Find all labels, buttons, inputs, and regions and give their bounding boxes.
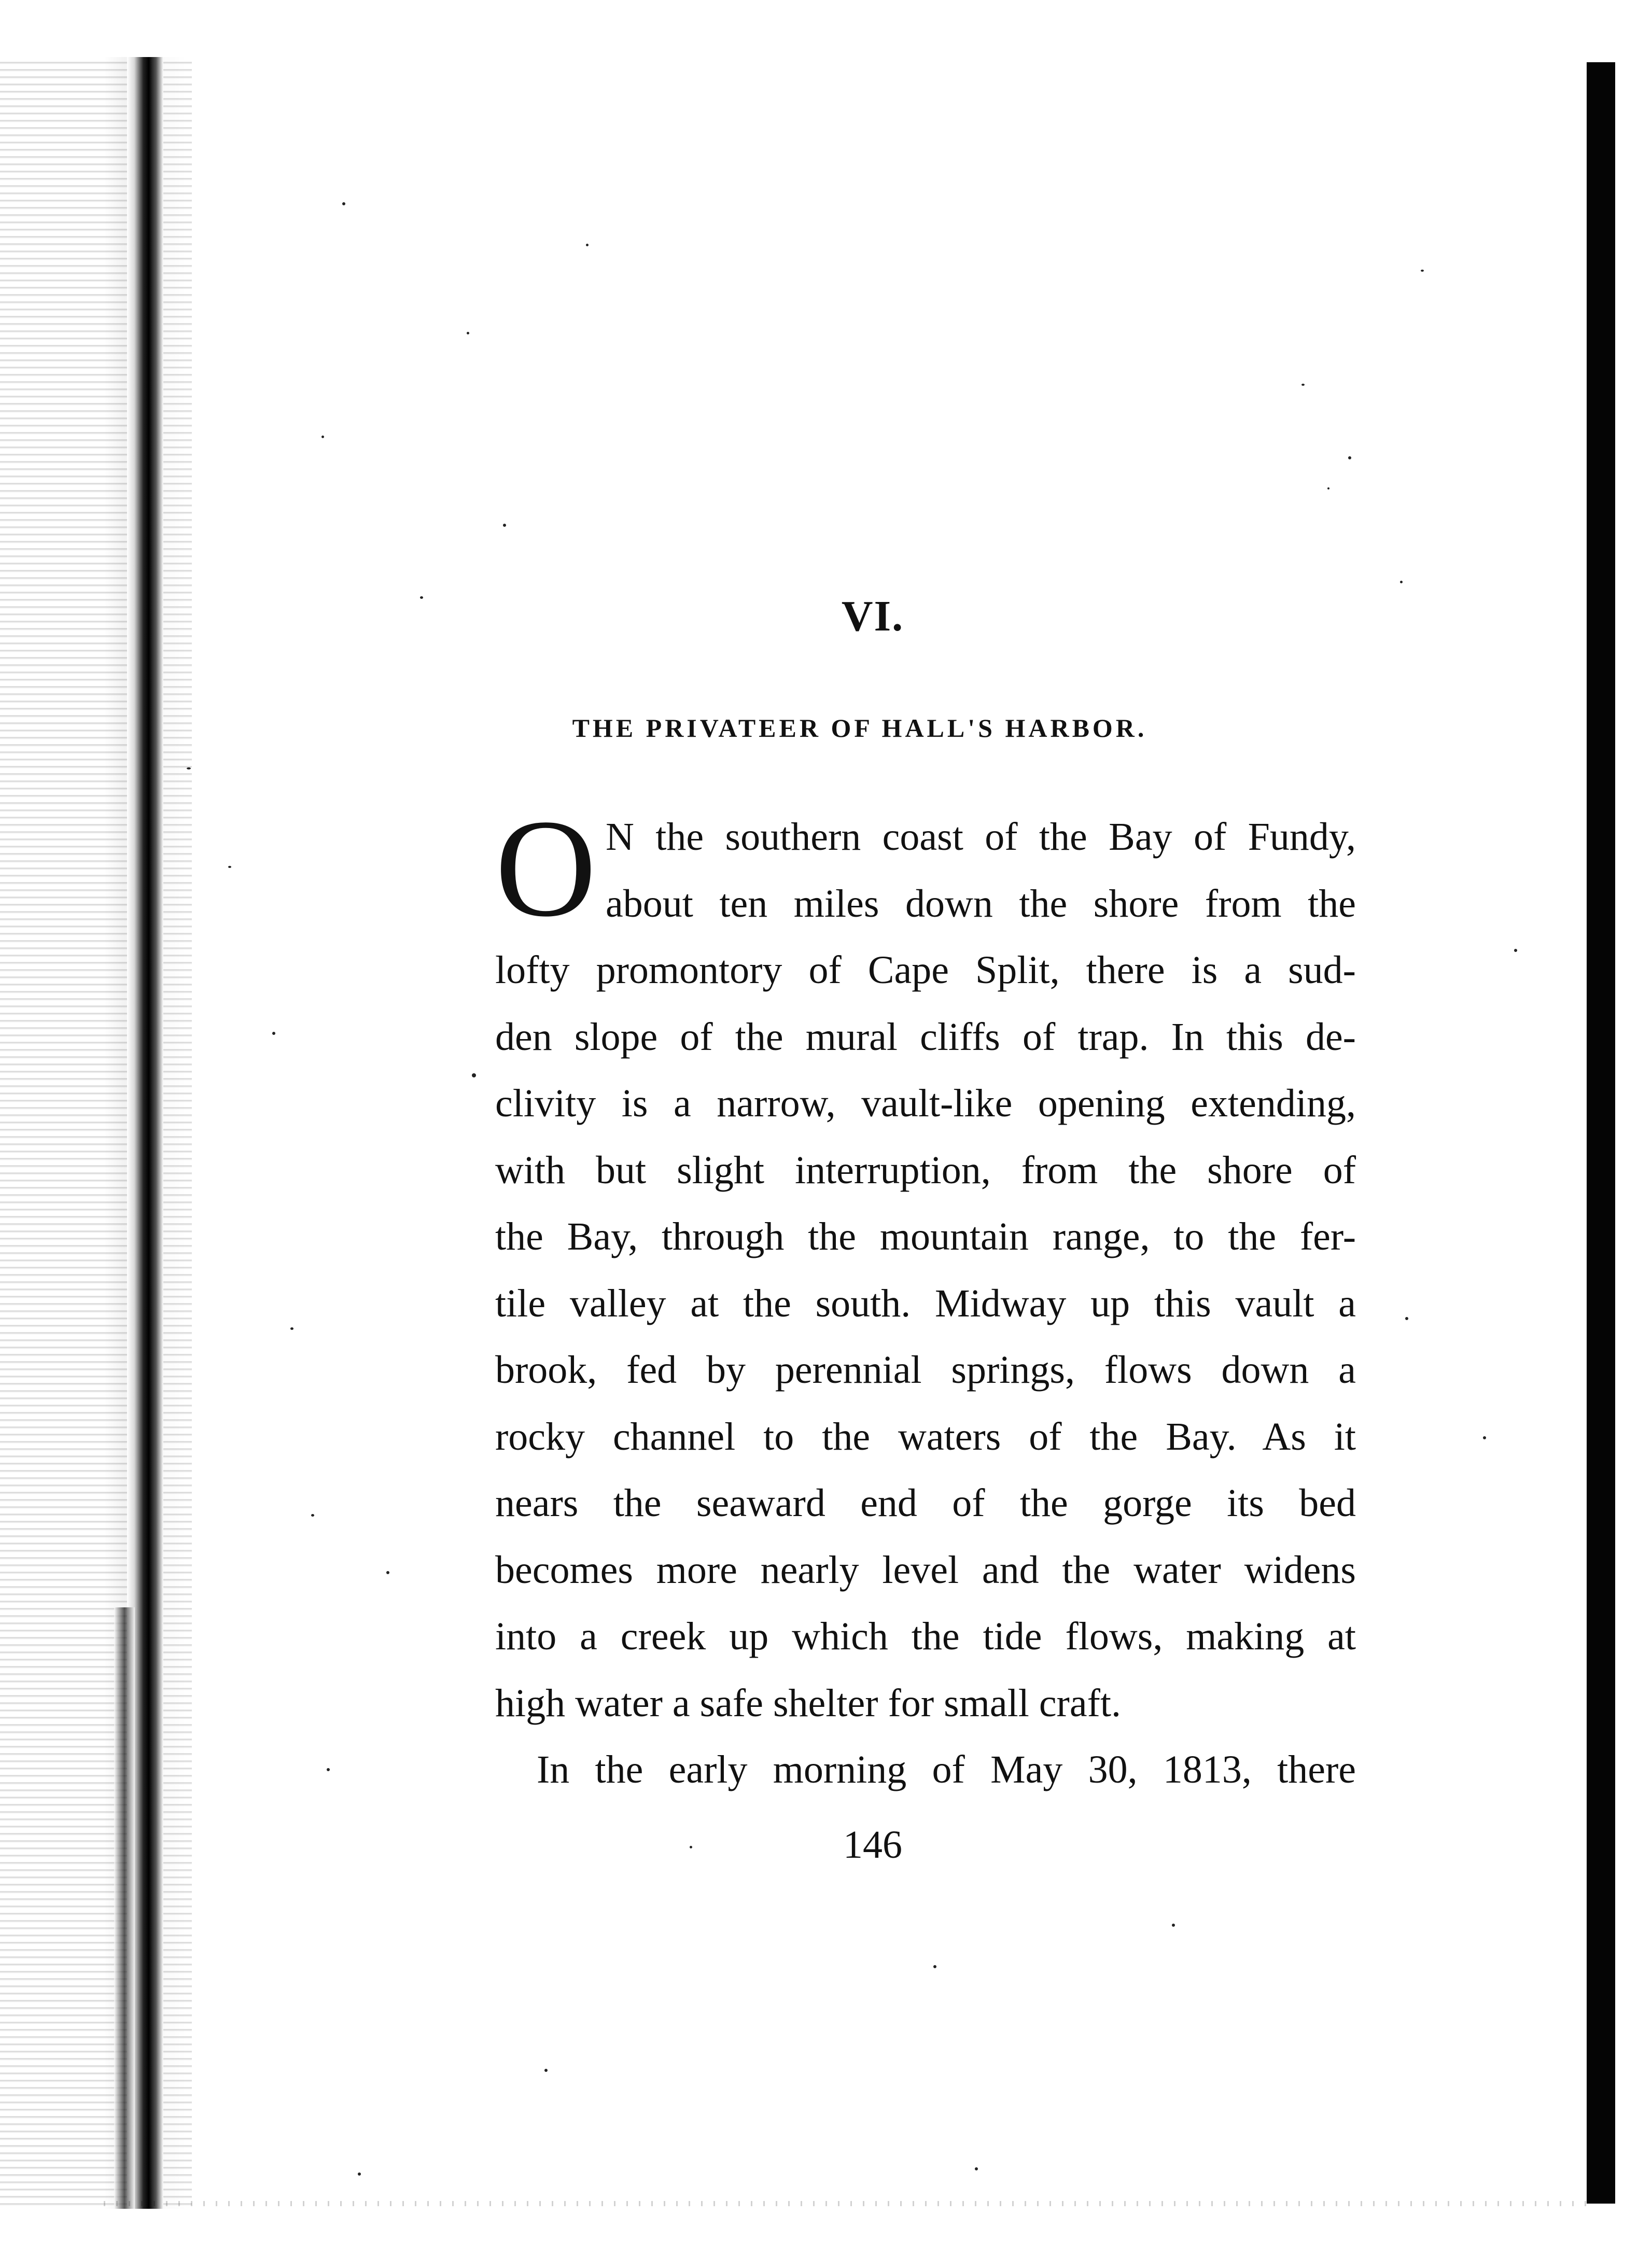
text-line: lofty promontory of Cape Split, there is a sud- [495, 948, 1356, 992]
text-line: tile valley at the south. Midway up this vault a [495, 1281, 1356, 1325]
paragraph-2 [495, 1736, 1356, 1803]
scan-speck [358, 2172, 361, 2176]
scan-speck [467, 332, 469, 334]
text-line: with but slight interruption, from the shore of [495, 1148, 1356, 1192]
text-line: becomes more nearly level and the water widens [495, 1548, 1356, 1592]
drop-cap: O [495, 791, 596, 946]
body-text [495, 791, 1356, 1803]
scan-speck [321, 436, 324, 438]
scan-speck [975, 2167, 978, 2170]
scan-speck [1421, 270, 1424, 272]
text-line: rocky channel to the waters of the Bay. As it [495, 1414, 1356, 1459]
scan-speck [933, 1965, 936, 1968]
scan-bottom-edge [104, 2201, 1587, 2206]
scan-speck [1348, 456, 1351, 459]
text-line: In the early morning of May 30, 1813, there [537, 1748, 1356, 1791]
scan-speck [290, 1327, 293, 1330]
scan-right-edge [1587, 62, 1615, 2204]
scan-speck [1483, 1436, 1486, 1439]
chapter-number: VI. [841, 592, 904, 640]
scan-speck [187, 767, 191, 769]
scan-binding-shadow-lower [114, 1607, 135, 2209]
text-line: the Bay, through the mountain range, to the fer- [495, 1215, 1356, 1258]
paragraph-1 [495, 791, 1356, 1736]
scan-speck [472, 1073, 476, 1077]
scan-speck [327, 1768, 330, 1771]
text-line: about ten miles down the shore from the [606, 881, 1356, 926]
text-line: brook, fed by perennial springs, flows down a [495, 1348, 1356, 1392]
scan-speck [228, 866, 231, 868]
text-line: nears the seaward end of the gorge its bed [495, 1481, 1356, 1525]
scan-speck [1514, 949, 1517, 952]
scan-speck [1405, 1317, 1408, 1320]
scan-speck [386, 1571, 389, 1574]
scan-speck [1327, 487, 1329, 489]
chapter-title: THE PRIVATEER OF HALL'S HARBOR. [572, 713, 1147, 742]
scan-speck [342, 202, 345, 205]
text-line: high water a safe shelter for small craft. [495, 1681, 1122, 1725]
scan-speck [544, 2069, 548, 2072]
scan-speck [1400, 581, 1403, 583]
scan-speck [1172, 1924, 1175, 1927]
scan-speck [586, 244, 589, 246]
text-line: N the southern coast of the Bay of Fundy, [606, 815, 1356, 859]
text-line: clivity is a narrow, vault-like opening extending, [495, 1082, 1356, 1125]
scan-speck [1301, 384, 1305, 386]
scan-speck [503, 524, 506, 527]
scan-speck [311, 1514, 314, 1517]
scan-speck [272, 1032, 275, 1035]
page-number: 146 [843, 1823, 902, 1867]
text-line: den slope of the mural cliffs of trap. In this de- [495, 1015, 1356, 1059]
text-line: into a creek up which the tide flows, making at [495, 1615, 1356, 1658]
